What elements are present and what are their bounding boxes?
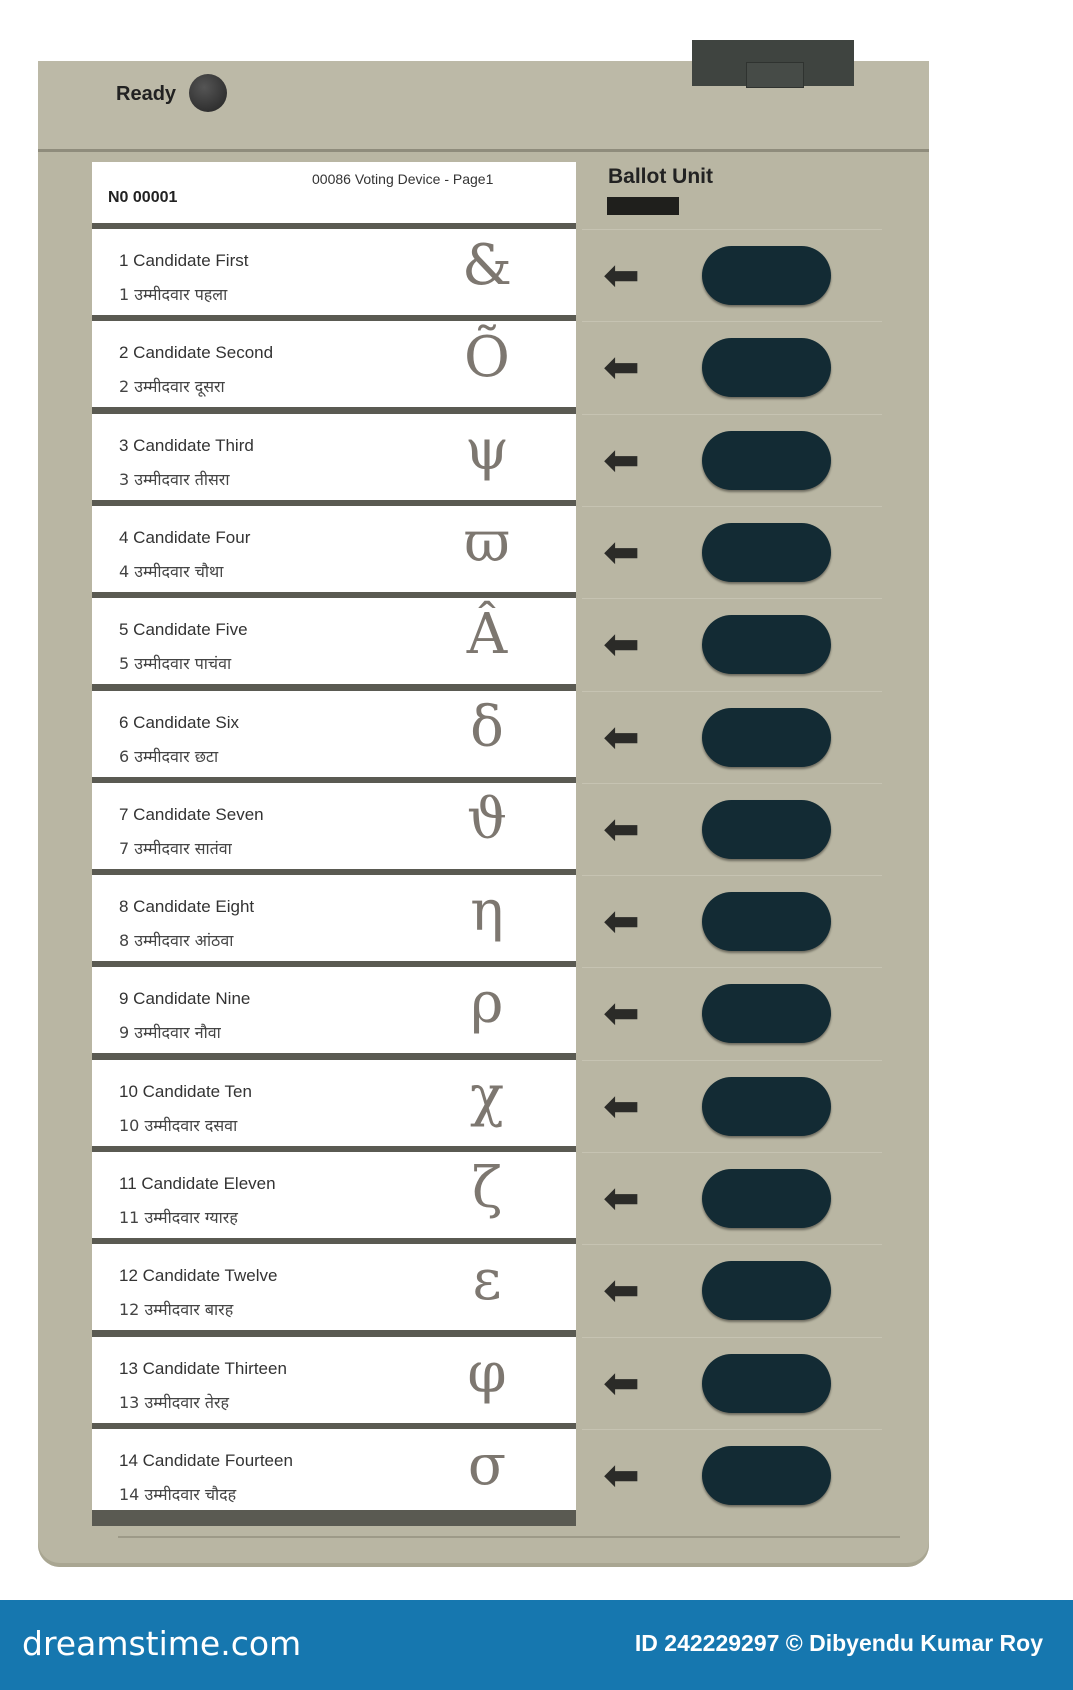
vote-button[interactable] xyxy=(702,708,831,767)
party-symbol: ϑ xyxy=(466,786,508,852)
candidate-name: 1 Candidate First xyxy=(119,251,249,270)
candidate-name-hindi: 2 उम्मीदवार दूसरा xyxy=(119,377,225,397)
ballot-header xyxy=(92,162,576,223)
candidate-name-hindi: 14 उम्मीदवार चौदह xyxy=(119,1484,237,1504)
arrow-left-icon: ⬅ xyxy=(603,989,640,1039)
image-credit: ID 242229297 © Dibyendu Kumar Roy xyxy=(634,1630,1043,1656)
vote-cell xyxy=(582,1337,882,1430)
ballot-unit-indicator xyxy=(607,197,679,215)
party-symbol: σ xyxy=(467,1432,507,1498)
vote-button[interactable] xyxy=(702,1354,831,1413)
candidate-row xyxy=(92,1337,576,1423)
candidate-name: 3 Candidate Third xyxy=(119,435,254,455)
candidate-name-hindi: 13 उम्मीदवार तेरह xyxy=(119,1392,230,1412)
candidate-row xyxy=(92,229,576,315)
ballot-paper xyxy=(92,162,576,1526)
candidate-row xyxy=(92,875,576,961)
party-symbol: ψ xyxy=(465,417,509,483)
vote-cell xyxy=(582,1060,882,1153)
candidate-name-hindi: 7 उम्मीदवार सातंवा xyxy=(119,838,232,858)
vote-cell xyxy=(582,598,882,691)
party-symbol: η xyxy=(470,879,504,945)
arrow-left-icon: ⬅ xyxy=(603,712,640,762)
vote-button[interactable] xyxy=(702,615,831,674)
dreamstime-logo: dreamstime.com xyxy=(22,1624,302,1663)
device-title: 00086 Voting Device - Page1 xyxy=(312,171,494,187)
vote-button[interactable] xyxy=(702,1261,831,1320)
vote-cell xyxy=(582,1152,882,1245)
candidate-row xyxy=(92,783,576,869)
vote-cell xyxy=(582,321,882,414)
vote-button[interactable] xyxy=(702,984,831,1043)
candidate-name-hindi: 9 उम्मीदवार नौवा xyxy=(119,1023,221,1043)
ready-indicator-light xyxy=(189,74,227,112)
vote-cell xyxy=(582,967,882,1060)
candidate-name-hindi: 1 उम्मीदवार पहला xyxy=(119,285,228,304)
candidate-row xyxy=(92,598,576,684)
vote-button[interactable] xyxy=(702,431,831,490)
candidate-name: 5 Candidate Five xyxy=(119,620,248,640)
candidate-name-hindi: 8 उम्मीदवार आंठवा xyxy=(119,931,234,951)
vote-button[interactable] xyxy=(702,800,831,859)
candidate-name: 13 Candidate Thirteen xyxy=(119,1358,287,1378)
party-symbol: ρ xyxy=(470,971,504,1037)
vote-button[interactable] xyxy=(702,338,831,397)
party-symbol: ϖ xyxy=(464,509,510,575)
candidate-name: 8 Candidate Eight xyxy=(119,897,255,917)
vote-cell xyxy=(582,414,882,507)
candidate-row xyxy=(92,691,576,777)
candidate-row xyxy=(92,1429,576,1515)
party-symbol: & xyxy=(462,233,512,298)
candidate-name: 7 Candidate Seven xyxy=(119,804,264,824)
vote-cell xyxy=(582,1244,882,1337)
candidate-name: 12 Candidate Twelve xyxy=(119,1266,278,1286)
party-symbol: Â xyxy=(466,602,508,668)
connector-slot xyxy=(746,62,804,88)
arrow-left-icon: ⬅ xyxy=(603,897,640,947)
candidate-name: 4 Candidate Four xyxy=(119,527,251,547)
ready-label: Ready xyxy=(116,83,177,105)
party-symbol: δ xyxy=(470,694,504,760)
candidate-name: 2 Candidate Second xyxy=(119,343,274,363)
party-symbol: φ xyxy=(467,1340,507,1406)
arrow-left-icon: ⬅ xyxy=(603,1358,640,1408)
candidate-row xyxy=(92,1152,576,1238)
arrow-left-icon: ⬅ xyxy=(603,527,640,577)
connector-tab xyxy=(692,40,854,86)
candidate-row xyxy=(92,1244,576,1330)
candidate-name-hindi: 11 उम्मीदवार ग्यारह xyxy=(119,1208,238,1227)
candidate-name: 6 Candidate Six xyxy=(119,712,240,732)
candidate-name-hindi: 5 उम्मीदवार पाचंवा xyxy=(119,654,232,674)
ballot-bottom-strip xyxy=(92,1510,576,1526)
vote-button[interactable] xyxy=(702,892,831,951)
vote-button[interactable] xyxy=(702,1446,831,1505)
arrow-left-icon: ⬅ xyxy=(603,1450,640,1500)
candidate-name-hindi: 3 उम्मीदवार तीसरा xyxy=(119,469,230,489)
vote-cell xyxy=(582,783,882,876)
candidate-name: 10 Candidate Ten xyxy=(119,1081,252,1101)
arrow-left-icon: ⬅ xyxy=(603,1266,640,1316)
arrow-left-icon: ⬅ xyxy=(603,1081,640,1131)
party-symbol: ζ xyxy=(471,1156,503,1221)
arrow-left-icon: ⬅ xyxy=(603,435,640,485)
candidate-row xyxy=(92,321,576,407)
vote-cell xyxy=(582,506,882,599)
candidate-row xyxy=(92,1060,576,1146)
vote-button[interactable] xyxy=(702,523,831,582)
arrow-left-icon: ⬅ xyxy=(603,251,640,300)
vote-cell xyxy=(582,1429,882,1522)
candidate-name-hindi: 4 उम्मीदवार चौथा xyxy=(119,561,224,581)
ballot-unit-label: Ballot Unit xyxy=(608,165,713,188)
vote-button[interactable] xyxy=(702,1077,831,1136)
vote-button[interactable] xyxy=(702,1169,831,1228)
candidate-row xyxy=(92,414,576,500)
candidate-row xyxy=(92,967,576,1053)
party-symbol: ε xyxy=(472,1248,502,1314)
candidate-name: 14 Candidate Fourteen xyxy=(119,1450,293,1470)
arrow-left-icon: ⬅ xyxy=(603,620,640,670)
party-symbol: χ xyxy=(470,1063,504,1129)
candidate-row xyxy=(92,506,576,592)
arrow-left-icon: ⬅ xyxy=(603,804,640,854)
party-symbol: Õ xyxy=(464,325,510,391)
candidate-name: 11 Candidate Eleven xyxy=(119,1174,276,1193)
footer-banner xyxy=(0,1600,1073,1690)
vote-cell xyxy=(582,875,882,968)
candidate-name-hindi: 10 उम्मीदवार दसवा xyxy=(119,1115,238,1135)
candidate-name-hindi: 12 उम्मीदवार बारह xyxy=(119,1300,234,1320)
vote-cell xyxy=(582,691,882,784)
vote-button[interactable] xyxy=(702,246,831,305)
arrow-left-icon: ⬅ xyxy=(603,343,640,393)
serial-number: N0 00001 xyxy=(108,189,178,206)
candidate-name: 9 Candidate Nine xyxy=(119,989,251,1009)
candidate-name-hindi: 6 उम्मीदवार छटा xyxy=(119,746,219,766)
arrow-left-icon: ⬅ xyxy=(603,1174,640,1223)
vote-cell xyxy=(582,229,882,322)
